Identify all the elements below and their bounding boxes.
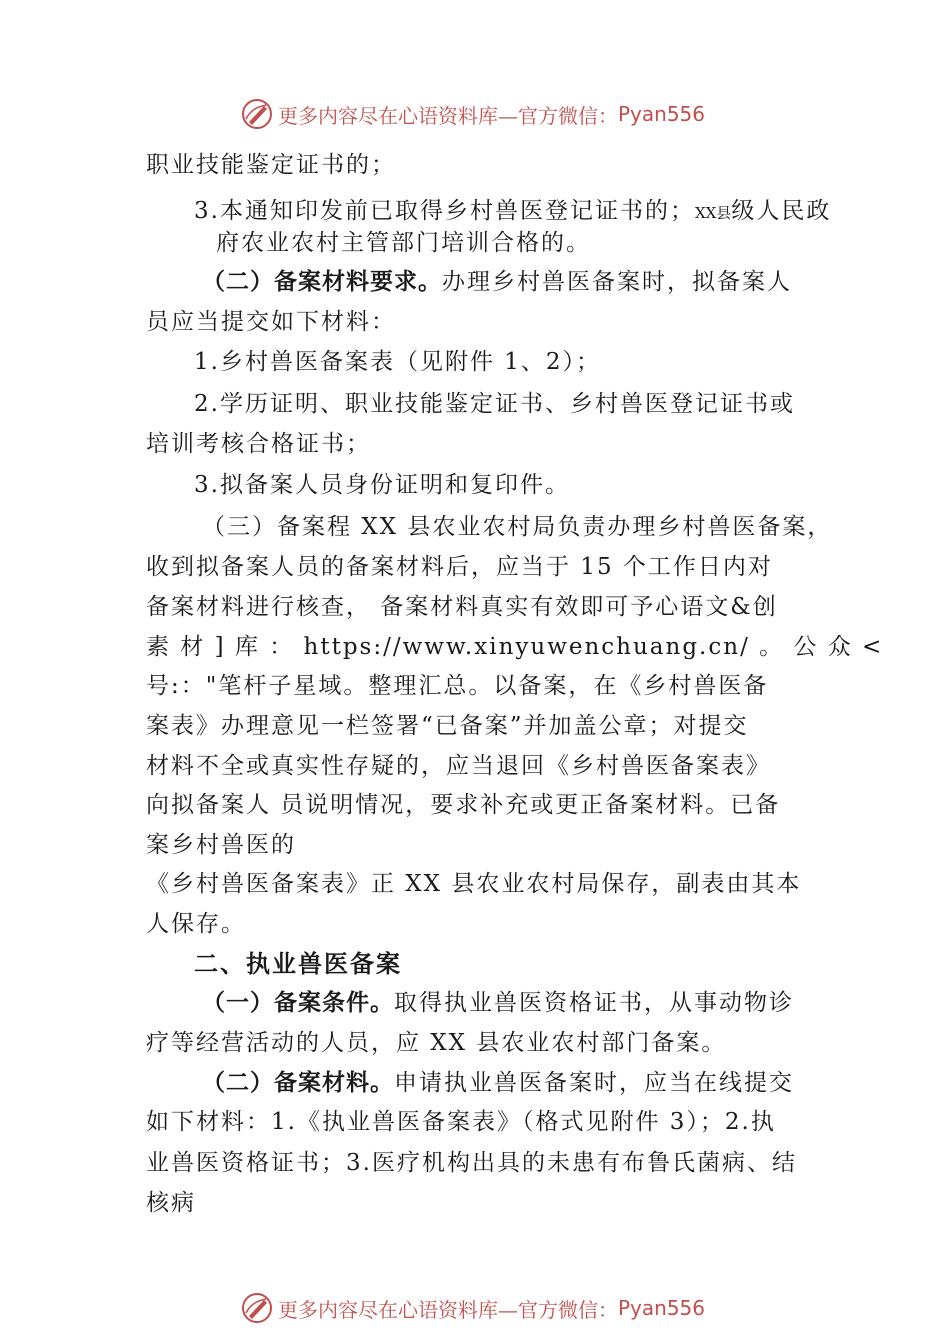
banner-wechat-id: Pyan556 xyxy=(618,1296,706,1320)
banner-wechat-id: Pyan556 xyxy=(618,102,706,126)
pen-logo-icon xyxy=(240,97,274,131)
text-line: （二）备案材料要求。办理乡村兽医备案时，拟备案人 xyxy=(202,269,792,295)
text-line: 2.学历证明、职业技能鉴定证书、乡村兽医登记证书或 xyxy=(194,391,795,417)
text-line: 3.本通知印发前已取得乡村兽医登记证书的；XX县级人民政 xyxy=(194,198,832,224)
banner-text: 更多内容尽在心语资料库—官方微信： xyxy=(278,103,618,128)
section-heading: 二、执业兽医备案 xyxy=(194,950,402,978)
text-line: 业兽医资格证书；3.医疗机构出具的未患有布鲁氏菌病、结 xyxy=(146,1150,797,1176)
text-line: 收到拟备案人员的备案材料后，应当于 15 个工作日内对 xyxy=(146,554,773,580)
text-line: （一）备案条件。取得执业兽医资格证书，从事动物诊 xyxy=(202,990,794,1016)
banner-text: 更多内容尽在心语资料库—官方微信： xyxy=(278,1297,618,1322)
text-line: 材料不全或真实性存疑的，应当退回《乡村兽医备案表》 xyxy=(146,753,771,779)
text-line: 案表》办理意见一栏签署“已备案”并加盖公章；对提交 xyxy=(146,713,749,739)
text-line: 备案材料进行核查， 备案材料真实有效即可予心语文&创 xyxy=(146,594,778,620)
section-label: （二）备案材料要求。 xyxy=(202,269,442,295)
section-label: （二）备案材料。 xyxy=(202,1070,394,1096)
text-line: 员应当提交如下材料： xyxy=(146,309,396,335)
text-line: 如下材料：1.《执业兽医备案表》（格式见附件 3）；2.执 xyxy=(146,1109,776,1135)
text-line: （二）备案材料。申请执业兽医备案时，应当在线提交 xyxy=(202,1070,794,1096)
text-line: （三）备案程 XX 县农业农村局负责办理乡村兽医备案， xyxy=(202,514,833,540)
text-line: 1.乡村兽医备案表（见附件 1、2）； xyxy=(194,349,602,375)
text-line: 号:："笔杆子星域。整理汇总。以备案，在《乡村兽医备 xyxy=(146,673,769,699)
text-line: 素 材 ] 库 ： https://www.xinyuwenchuang.cn/ 。 公 众 < xyxy=(146,634,884,660)
text-line: 培训考核合格证书； xyxy=(146,431,371,457)
section-label: （一）备案条件。 xyxy=(202,990,394,1016)
watermark-banner-bottom xyxy=(240,1288,760,1328)
text-line: 职业技能鉴定证书的； xyxy=(146,152,396,178)
text-line: 人保存。 xyxy=(146,911,246,937)
text-line: 府农业农村主管部门培训合格的。 xyxy=(216,230,591,256)
text-line: 核病 xyxy=(146,1190,196,1216)
text-line: 疗等经营活动的人员，应 XX 县农业农村部门备案。 xyxy=(146,1030,727,1056)
text-line: 案乡村兽医的 xyxy=(146,832,296,858)
text-line: 《乡村兽医备案表》正 XX 县农业农村局保存，副表由其本 xyxy=(146,871,802,897)
pen-logo-icon xyxy=(240,1291,274,1325)
text-line: 3.拟备案人员身份证明和复印件。 xyxy=(194,472,570,498)
text-line: 向拟备案人 员说明情况，要求补充或更正备案材料。已备 xyxy=(146,792,781,818)
watermark-banner-top xyxy=(240,94,760,134)
